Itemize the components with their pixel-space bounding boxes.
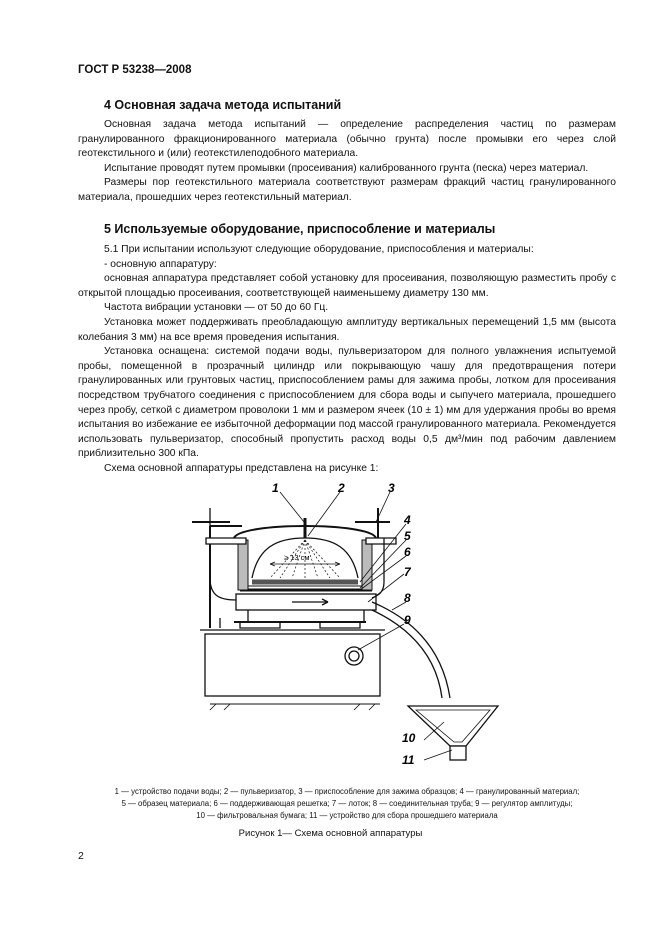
label-7: 7 <box>404 565 411 579</box>
label-4: 4 <box>404 513 411 527</box>
label-3: 3 <box>388 481 395 495</box>
label-2: 2 <box>338 481 345 495</box>
label-9: 9 <box>404 613 411 627</box>
paragraph: Испытание проводят путем промывки (просеивания) калиброванного грунта (песка) через материал. <box>104 162 589 174</box>
paragraph: - основную аппаратуру: <box>104 258 217 270</box>
collection-device <box>450 746 466 760</box>
collector-funnel <box>408 706 498 746</box>
section-5-body <box>78 243 616 477</box>
figure-title: Рисунок 1— Схема основной аппаратуры <box>238 828 423 839</box>
paragraph: Установка оснащена: системой подачи воды, пульверизатором для полного увлажнения испытуемой пробы, помещенной в прозрачный цилиндр или покрывающую чашу для предотвращения потери гранулированных или грунтовых частиц, приспособлением рамы для зажима пробы, лотком для просеивания посредством трубчатого соединения с приспособлением для сбора воды и сыпучего материала, прошедшего через пробу, сеткой с диаметром проволоки 1 мм и размером ячеек (10 ± 1) мм для удержания пробы во время испытания во избежание ее избыточной деформации под массой гранулированного материала. Рекомендуется использовать пульверизатор, способный пропустить расход воды 0,5 дм³/мин под рабочим давлением приблизительно 300 кПа. <box>78 346 616 460</box>
paragraph: Схема основной аппаратуры представлена на рисунке 1: <box>104 462 379 474</box>
section-5-title: 5 Используемые оборудование, приспособление и материалы <box>104 222 496 236</box>
apparatus-diagram <box>180 478 510 778</box>
section-4-body <box>78 118 616 206</box>
paragraph: Установка может поддерживать преобладающую амплитуду вертикальных перемещений 1,5 мм (высота колебания 3 мм) на все время проведения испытания. <box>78 316 616 343</box>
label-6: 6 <box>404 545 411 559</box>
document-header: ГОСТ Р 53238—2008 <box>78 64 192 76</box>
page-number: 2 <box>78 850 84 862</box>
legend-line: 5 — образец материала; 6 — поддерживающая решетка; 7 — лоток; 8 — соединительная труба; 9 — регулятор амплитуды; <box>121 798 573 808</box>
paragraph: Размеры пор геотекстильного материала соответствуют размерам фракций частиц гранулированного материала, прошедших через геотекстильный материал. <box>78 177 616 203</box>
legend-line: 1 — устройство подачи воды; 2 — пульверизатор, 3 — приспособление для зажима образцов; 4 — гранулированный материал; <box>114 787 580 796</box>
label-5: 5 <box>404 529 411 543</box>
paragraph: 5.1 При испытании используют следующие оборудование, приспособления и материалы: <box>104 244 534 255</box>
label-11: 11 <box>402 753 415 767</box>
label-10: 10 <box>402 731 416 745</box>
paragraph: Основная задача метода испытаний — определение распределения частиц по размерам гранулированного фракционированного материала (обычно грунта) после промывки его через слой геотекстильного и (или) геотекстилеподобного материала. <box>78 119 616 160</box>
legend-line: 10 — фильтровальная бумага; 11 — устройство для сбора прошедшего материала <box>196 810 498 820</box>
paragraph: Частота вибрации установки — от 50 до 60 Гц. <box>104 302 329 314</box>
label-8: 8 <box>404 591 411 605</box>
dimension-label: ≥ 13 см <box>284 553 310 562</box>
paragraph: основная аппаратура представляет собой установку для просеивания, позволяющую разместить пробу с открытой площадью просеивания, соответствующей наименьшему диаметру 130 мм. <box>78 273 616 299</box>
label-1: 1 <box>272 481 279 495</box>
figure-legend <box>78 786 616 821</box>
section-4-title: 4 Основная задача метода испытаний <box>104 98 342 112</box>
